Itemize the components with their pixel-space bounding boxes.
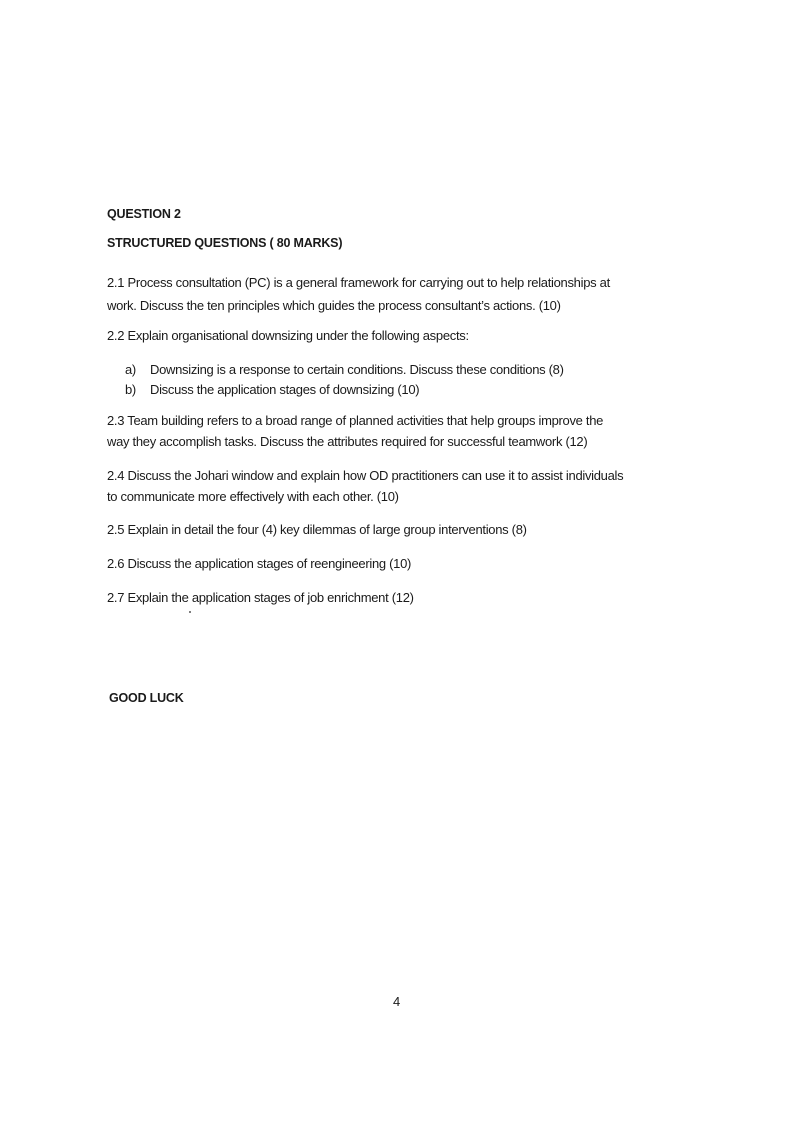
- question-2-3-line-2: way they accomplish tasks. Discuss the attributes required for successful teamwork (12): [107, 434, 588, 449]
- question-heading: QUESTION 2: [107, 207, 181, 221]
- question-2-2-intro: 2.2 Explain organisational downsizing under the following aspects:: [107, 328, 469, 343]
- closing-text: GOOD LUCK: [109, 691, 184, 705]
- question-2-7: 2.7 Explain the application stages of job enrichment (12): [107, 590, 414, 605]
- question-2-2-a-text: Downsizing is a response to certain conditions. Discuss these conditions (8): [150, 362, 564, 377]
- section-subheading: STRUCTURED QUESTIONS ( 80 MARKS): [107, 236, 343, 250]
- stray-mark: [189, 611, 191, 613]
- page-number: 4: [393, 994, 400, 1009]
- question-2-1-line-1: 2.1 Process consultation (PC) is a general framework for carrying out to help relationships at: [107, 275, 610, 290]
- question-2-2-b-label: b): [125, 382, 136, 397]
- question-2-4-line-2: to communicate more effectively with each other. (10): [107, 489, 399, 504]
- question-2-5: 2.5 Explain in detail the four (4) key dilemmas of large group interventions (8): [107, 522, 527, 537]
- question-2-4-line-1: 2.4 Discuss the Johari window and explain how OD practitioners can use it to assist individuals: [107, 468, 624, 483]
- question-2-1-line-2: work. Discuss the ten principles which guides the process consultant’s actions. (10): [107, 298, 561, 313]
- question-2-2-a-label: a): [125, 362, 136, 377]
- question-2-2-b-text: Discuss the application stages of downsizing (10): [150, 382, 420, 397]
- question-2-3-line-1: 2.3 Team building refers to a broad range of planned activities that help groups improve the: [107, 413, 604, 428]
- question-2-6: 2.6 Discuss the application stages of reengineering (10): [107, 556, 412, 571]
